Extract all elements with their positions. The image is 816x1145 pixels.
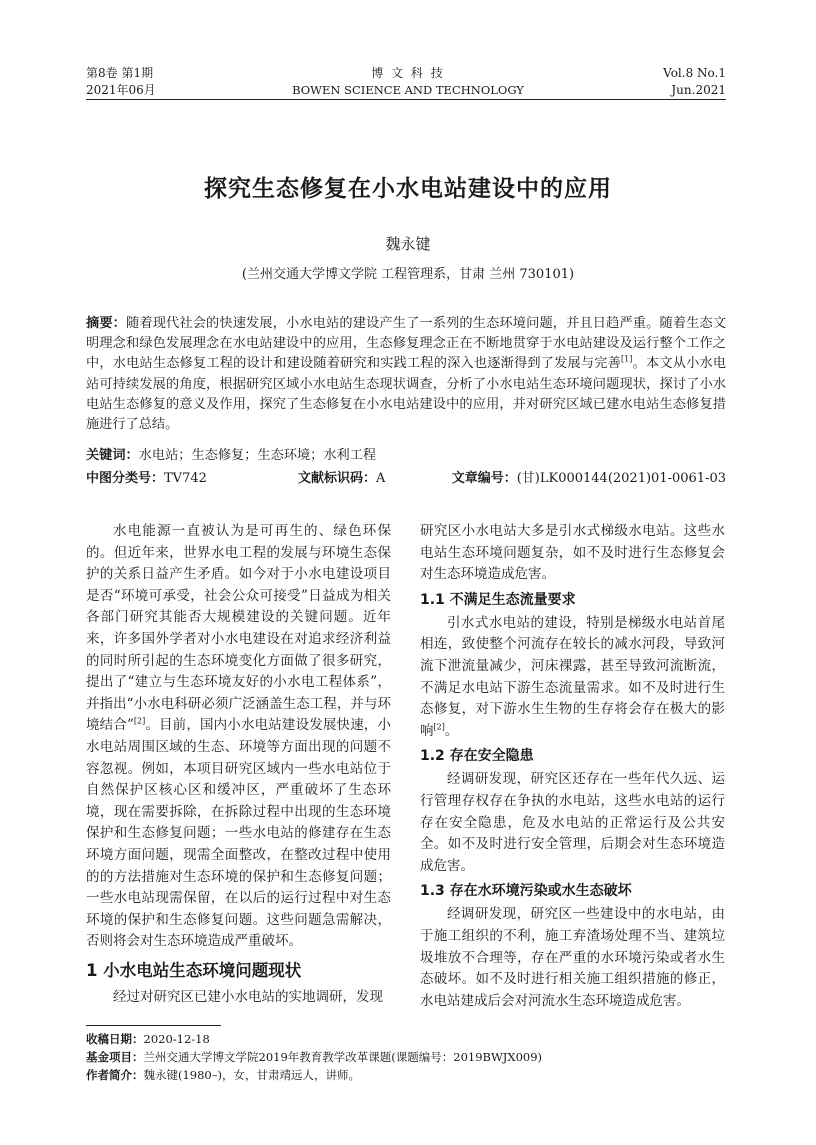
bio-label: 作者简介： — [86, 1068, 144, 1082]
received-label: 收稿日期： — [86, 1032, 144, 1046]
header-volume-en: Vol.8 No.1 — [663, 66, 726, 80]
section-1-1-ref: [2] — [433, 722, 445, 732]
section-1-paragraph: 经过对研究区已建小水电站的实地调研，发现 — [113, 988, 383, 1005]
intro-text-b: 。目前，国内小水电站建设发展快速，小水电站周围区域的生态、环境等方面出现的问题不容忽视。例如，本项目研究区域内一些水电站位于自然保护区核心区和缓冲区，严重破坏了生态环境，现在需要拆除，在拆除过程中出现的生态环境保护和生态修复问题；一些水电站的修建存在生态环境方面问题，现需全面整改，在整改过程中使用的的方法措施对生态环境的保护和生态修复问题；一些水电站现需保留，在以后的运行过程中对生态环境的保护和生态修复问题。这些问题急需解决，否则将会对生态环境造成严重破坏。 — [86, 717, 392, 950]
section-1-1-text-a: 引水式水电站的建设，特别是梯级水电站首尾相连，致使整个河流存在较长的减水河段，导致河流下泄流量减少，河床裸露，甚至导致河流断流，不满足水电站下游生态流量需求。如不及时进行生态修复，对下游水生生物的生存将会存在极大的影响 — [420, 614, 725, 739]
section-1-1-paragraph — [420, 613, 725, 743]
intro-ref: [2] — [133, 716, 146, 726]
article-title: 探究生态修复在小水电站建设中的应用 — [204, 176, 612, 202]
abstract-label: 摘要： — [86, 316, 127, 331]
section-1-1-text-b: 。 — [444, 722, 459, 739]
section-1-heading: 1 小水电站生态环境问题现状 — [86, 960, 302, 980]
article-number — [452, 470, 726, 488]
abstract-text-1: 随着现代社会的快速发展，小水电站的建设产生了一系列的生态环境问题，并且日趋严重。随着生态文明理念和绿色发展理念在水电站建设中的应用，生态修复理念正在不断地贯穿于水电站建设及运行整个工作之中，水电站生态修复工程的设计和建设随着研究和实践工程的深入也逐渐得到了发展与完善 — [86, 316, 727, 372]
footnote-fund — [86, 1049, 746, 1065]
section-1-1-heading: 1.1 不满足生态流量要求 — [420, 591, 576, 608]
clc-number — [86, 470, 207, 488]
footnote-rule — [86, 1025, 221, 1026]
header-journal-cn: 博 文 科 技 — [371, 66, 445, 80]
intro-paragraph — [86, 521, 391, 953]
right-column — [420, 521, 725, 1012]
author: 魏永键 — [385, 235, 431, 253]
header-date-cn: 2021年06月 — [86, 83, 156, 97]
clc-label: 中图分类号： — [86, 471, 165, 486]
section-1-3-heading: 1.3 存在水环境污染或水生态破坏 — [420, 883, 632, 900]
continued-paragraph: 研究区小水电站大多是引水式梯级水电站。这些水电站生态环境问题复杂，如不及时进行生态修复会对生态环境造成危害。 — [420, 523, 725, 583]
abstract-text-2: 。本文从小水电站可持续发展的角度，根据研究区域小水电站生态现状调查，分析了小水电站生态环境问题现状，探讨了小水电站生态修复的意义及作用，探究了生态修复在小水电站建设中的应用，并对研究区域已建水电站生态修复措施进行了总结。 — [86, 356, 727, 433]
header-date-en: Jun.2021 — [671, 83, 726, 97]
bio-value: 魏永键(1980–)，女，甘肃靖远人，讲师。 — [143, 1068, 360, 1082]
doc-value: A — [376, 471, 386, 486]
affiliation: (兰州交通大学博文学院 工程管理系，甘肃 兰州 730101) — [241, 267, 575, 282]
doc-label: 文献标识码： — [298, 471, 377, 486]
section-1-2-paragraph: 经调研发现，研究区还存在一些年代久远、运行管理存权存在争执的水电站，这些水电站的运行存在安全隐患，危及水电站的正常运行及公共安全。如不及时进行安全管理，后期会对生态环境造成危害。 — [420, 771, 725, 874]
document-code — [298, 470, 385, 488]
footnote-received — [86, 1031, 746, 1047]
keywords-text: 水电站；生态修复；生态环境；水利工程 — [138, 448, 377, 463]
fund-value: 兰州交通大学博文学院2019年教育教学改革课题(课题编号：2019BWJX009) — [143, 1050, 543, 1064]
clc-value: TV742 — [164, 471, 207, 486]
header-volume-cn: 第8卷 第1期 — [86, 66, 154, 80]
keywords-label: 关键词： — [86, 448, 139, 463]
header-rule — [86, 99, 726, 100]
intro-text-a: 水电能源一直被认为是可再生的、绿色环保的。但近年来，世界水电工程的发展与环境生态保护的关系日益产生矛盾。如今对于小水电建设项目是否“环境可承受，社会公众可接受”日益成为相关各部门研究其能否大规模建设的关键问题。近年来，许多国外学者对小水电建设在对追求经济利益的同时所引起的生态环境变化方面做了很多研究，提出了“建立与生态环境友好的小水电工程体系”，并指出“小水电科研必须广泛涵盖生态工程，并与环境结合” — [86, 523, 391, 734]
left-column — [86, 521, 391, 1008]
abstract-ref-1: [1] — [621, 355, 633, 365]
fund-label: 基金项目： — [86, 1050, 144, 1064]
keywords — [86, 446, 726, 466]
article-label: 文章编号： — [451, 471, 517, 486]
section-1-2-heading: 1.2 存在安全隐患 — [420, 748, 534, 765]
abstract — [86, 314, 726, 435]
article-value: (甘)LK000144(2021)01-0061-03 — [516, 471, 726, 486]
received-value: 2020-12-18 — [143, 1032, 210, 1046]
footnote-author-bio — [86, 1067, 746, 1083]
section-1-3-paragraph: 经调研发现，研究区一些建设中的水电站，由于施工组织的不利，施工弃渣场处理不当、建筑垃圾堆放不合理等，存在严重的水环境污染或者水生态破坏。如不及时进行相关施工组织措施的修正，水电站建成后会对河流水生态环境造成危害。 — [420, 906, 725, 1009]
header-journal-en: BOWEN SCIENCE AND TECHNOLOGY — [292, 83, 524, 97]
